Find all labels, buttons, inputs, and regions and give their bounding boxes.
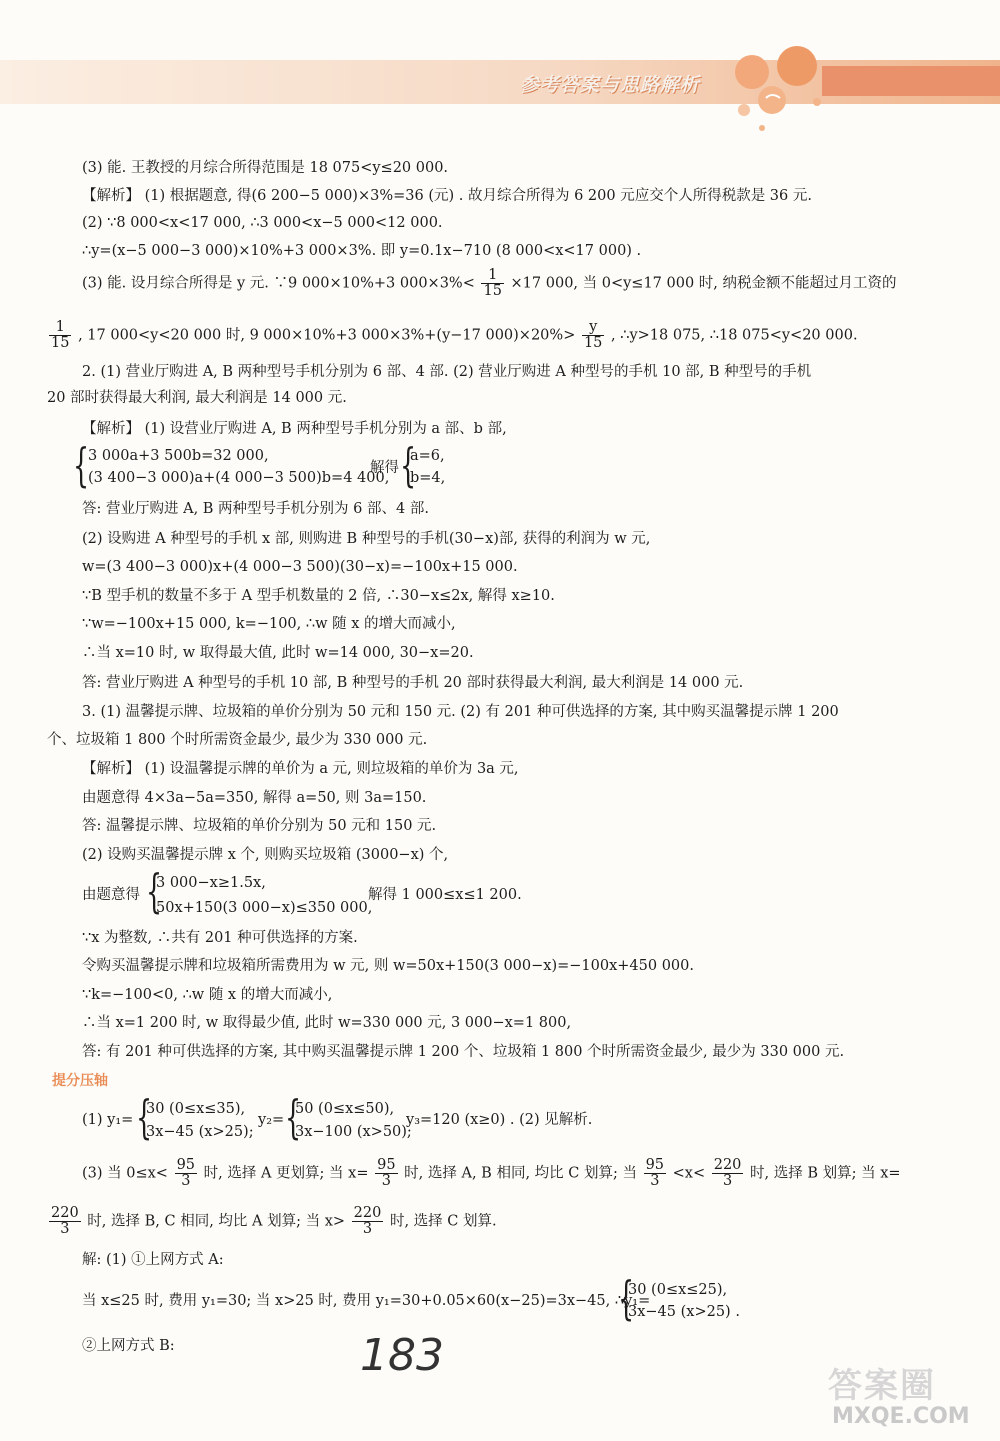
header-title: 参考答案与思路解析 — [520, 74, 701, 96]
text-line: (2) 设购买温馨提示牌 x 个, 则购买垃圾箱 (3000−x) 个, — [82, 847, 449, 863]
text-line: ∴当 x=10 时, w 取得最大值, 此时 w=14 000, 30−x=20. — [82, 645, 474, 661]
fraction — [644, 1158, 666, 1189]
numerator: y — [582, 320, 604, 336]
fraction — [49, 1206, 81, 1237]
text-line — [47, 320, 858, 351]
denominator: 3 — [362, 1221, 373, 1237]
text-line: 由题意得 4×3a−5a=350, 解得 a=50, 则 3a=150. — [82, 790, 427, 806]
numerator: 95 — [176, 1157, 196, 1173]
text-line: 3x−45 (x>25) . — [628, 1304, 740, 1320]
numerator: 1 — [49, 320, 71, 336]
text-line: y₂= — [258, 1112, 285, 1128]
text-line: ∵B 型手机的数量不多于 A 型手机数量的 2 倍, ∴30−x≤2x, 解得 x≥10. — [82, 588, 555, 604]
numerator: 220 — [353, 1205, 382, 1221]
text-span: 时, 选择 B, C 相同, 均比 A 划算; 当 x> — [87, 1213, 346, 1230]
fraction — [582, 320, 604, 351]
text-span: 时, 选择 C 划算. — [389, 1213, 497, 1230]
text-line: (3 400−3 000)a+(4 000−3 500)b=4 400, — [88, 470, 390, 486]
page-header — [0, 60, 1000, 104]
text-line: (2) ∵8 000<x<17 000, ∴3 000<x−5 000<12 000. — [82, 215, 443, 231]
watermark-main: 答案圈 — [828, 1366, 936, 1406]
text-span: 时, 选择 A, B 相同, 均比 C 划算; 当 — [404, 1165, 637, 1182]
text-line: 【解析】 (1) 设营业厅购进 A, B 两种型号手机分别为 a 部、b 部, — [82, 421, 507, 437]
text-span: 时, 选择 B 划算; 当 x= — [750, 1165, 901, 1182]
denominator: 3 — [60, 1221, 70, 1237]
fraction — [481, 268, 503, 299]
text-line: 2. (1) 营业厅购进 A, B 两种型号手机分别为 6 部、4 部. (2) 营业厅购进 A 种型号的手机 10 部, B 种型号的手机 — [82, 364, 812, 380]
text-line: 3 000a+3 500b=32 000, — [88, 448, 269, 464]
left-brace: { — [73, 438, 90, 492]
text-span: 时, 选择 A 更划算; 当 x= — [203, 1165, 369, 1182]
text-line: a=6, — [410, 448, 445, 464]
text-line: 30 (0≤x≤35), — [146, 1101, 246, 1117]
text-span: (3) 当 0≤x< — [82, 1165, 168, 1182]
fraction — [352, 1206, 384, 1237]
numerator: 220 — [713, 1157, 742, 1173]
denominator: 15 — [51, 335, 70, 351]
text-line: (2) 设购进 A 种型号的手机 x 部, 则购进 B 种型号的手机(30−x)部, 获得的利润为 w 元, — [82, 531, 651, 547]
text-line: 答: 营业厅购进 A, B 两种型号手机分别为 6 部、4 部. — [82, 501, 429, 517]
left-brace: { — [400, 438, 417, 492]
watermark-sub: MXQE.COM — [832, 1404, 970, 1429]
text-line: ∵k=−100<0, ∴w 随 x 的增大而减小, — [82, 987, 333, 1003]
denominator: 15 — [483, 283, 502, 299]
text-span: <x< — [672, 1165, 706, 1182]
text-span: , 17 000<y<20 000 时, 9 000×10%+3 000×3%+(y−17 000)×20%> — [78, 327, 576, 344]
text-line: 3x−45 (x>25); — [146, 1124, 254, 1140]
text-line: 【解析】 (1) 根据题意, 得(6 200−5 000)×3%=36 (元) . 故月综合所得为 6 200 元应交个人所得税款是 36 元. — [82, 188, 812, 204]
text-line: 解得 — [370, 460, 399, 476]
text-line: 令购买温馨提示牌和垃圾箱所需费用为 w 元, 则 w=50x+150(3 000−x)=−100x+450 000. — [82, 958, 694, 974]
denominator: 3 — [722, 1173, 733, 1189]
text-line: 答: 温馨提示牌、垃圾箱的单价分别为 50 元和 150 元. — [82, 818, 437, 834]
decorative-bubbles-icon — [722, 40, 842, 140]
text-line: 由题意得 — [82, 887, 140, 903]
text-line: w=(3 400−3 000)x+(4 000−3 500)(30−x)=−100x+15 000. — [82, 559, 518, 575]
text-span: ×17 000, 当 0<y≤17 000 时, 纳税金额不能超过月工资的 — [510, 275, 897, 292]
text-line: 解: (1) ①上网方式 A: — [82, 1252, 224, 1268]
text-line: 3 000−x≥1.5x, — [156, 875, 266, 891]
left-brace: { — [136, 1090, 153, 1144]
text-line: 50 (0≤x≤50), — [295, 1101, 395, 1117]
text-span: (3) 能. 设月综合所得是 y 元. ∵9 000×10%+3 000×3%< — [82, 275, 475, 292]
text-line: ∵w=−100x+15 000, k=−100, ∴w 随 x 的增大而减小, — [82, 616, 456, 632]
watermark — [822, 1352, 990, 1437]
text-line: 答: 营业厅购进 A 种型号的手机 10 部, B 种型号的手机 20 部时获得最大利润, 最大利润是 14 000 元. — [82, 675, 744, 691]
fraction — [375, 1158, 397, 1189]
text-line — [82, 1158, 901, 1189]
left-brace: { — [618, 1271, 635, 1325]
numerator: 95 — [645, 1157, 665, 1173]
text-line: 解得 1 000≤x≤1 200. — [368, 887, 522, 903]
text-line: 3x−100 (x>50); — [295, 1124, 412, 1140]
text-line: 20 部时获得最大利润, 最大利润是 14 000 元. — [47, 390, 347, 406]
left-brace: { — [285, 1090, 302, 1144]
text-span: , ∴y>18 075, ∴18 075<y<20 000. — [611, 327, 858, 344]
text-line: (3) 能. 王教授的月综合所得范围是 18 075<y≤20 000. — [82, 160, 449, 176]
text-line: 30 (0≤x≤25), — [628, 1282, 728, 1298]
numerator: 95 — [377, 1157, 396, 1173]
denominator: 3 — [650, 1173, 660, 1189]
text-line: ②上网方式 B: — [82, 1338, 175, 1354]
text-line — [47, 1206, 497, 1237]
text-line: 3. (1) 温馨提示牌、垃圾箱的单价分别为 50 元和 150 元. (2) 有 201 种可供选择的方案, 其中购买温馨提示牌 1 200 — [82, 704, 839, 720]
fraction — [175, 1158, 197, 1189]
fraction — [49, 320, 71, 351]
page-number: 183 — [360, 1330, 444, 1381]
text-line: 50x+150(3 000−x)≤350 000, — [156, 900, 373, 916]
text-line — [82, 268, 897, 299]
text-line: 答: 有 201 种可供选择的方案, 其中购买温馨提示牌 1 200 个、垃圾箱 1 800 个时所需资金最少, 最少为 330 000 元. — [82, 1044, 845, 1060]
text-line: b=4, — [410, 470, 446, 486]
text-line: (1) y₁= — [82, 1112, 134, 1128]
numerator: 220 — [51, 1205, 79, 1221]
text-line: 个、垃圾箱 1 800 个时所需资金最少, 最少为 330 000 元. — [47, 732, 428, 748]
text-line: y₃=120 (x≥0) . (2) 见解析. — [406, 1112, 593, 1128]
denominator: 3 — [381, 1173, 391, 1189]
section-heading: 提分压轴 — [52, 1073, 108, 1089]
text-line: 【解析】 (1) 设温馨提示牌的单价为 a 元, 则垃圾箱的单价为 3a 元, — [82, 761, 519, 777]
left-brace: { — [146, 864, 163, 918]
header-accent-bar — [822, 66, 1000, 96]
text-line: ∴y=(x−5 000−3 000)×10%+3 000×3%. 即 y=0.1x−710 (8 000<x<17 000) . — [82, 243, 642, 259]
text-line: ∴当 x=1 200 时, w 取得最少值, 此时 w=330 000 元, 3 000−x=1 800, — [82, 1015, 572, 1031]
text-line: ∵x 为整数, ∴共有 201 种可供选择的方案. — [82, 930, 358, 946]
denominator: 15 — [583, 335, 603, 351]
denominator: 3 — [181, 1173, 191, 1189]
numerator: 1 — [481, 268, 503, 284]
text-line: 当 x≤25 时, 费用 y₁=30; 当 x>25 时, 费用 y₁=30+0.05×60(x−25)=3x−45, ∴y₁= — [82, 1293, 651, 1309]
fraction — [712, 1158, 744, 1189]
